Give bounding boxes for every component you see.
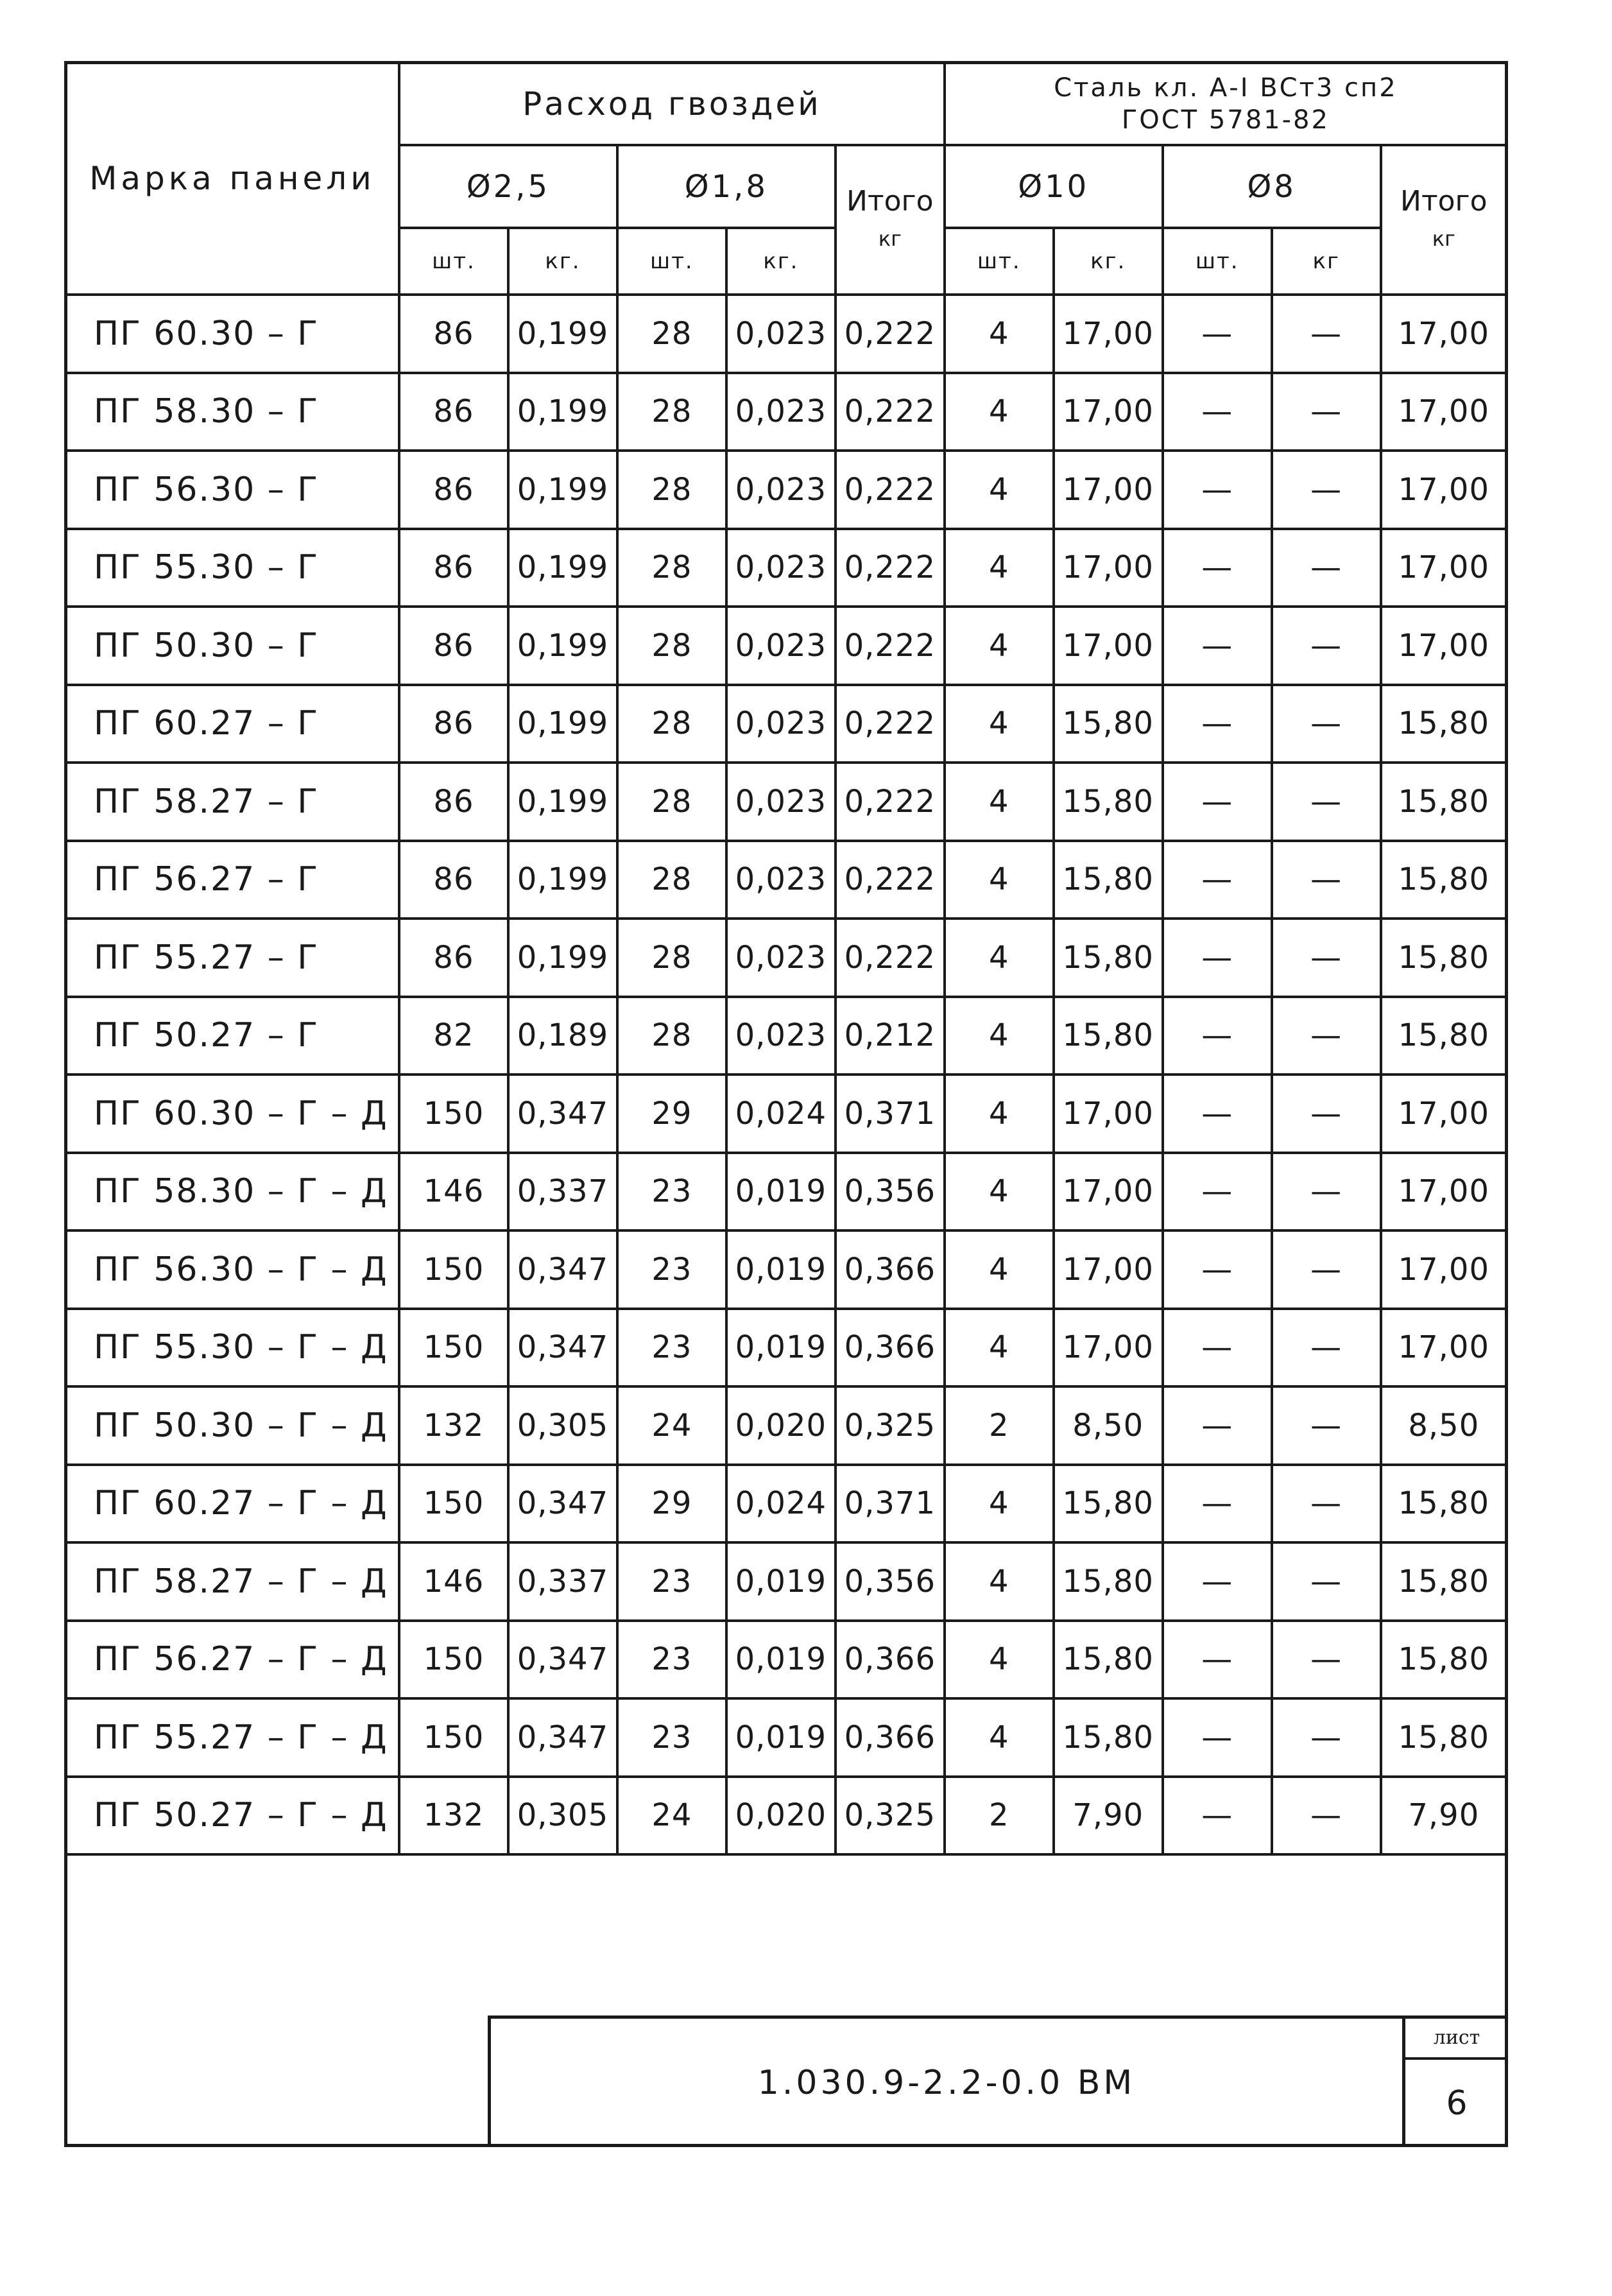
cell-steel-d10-pcs: 4 <box>945 607 1054 685</box>
header-unit-kg: кг. <box>508 228 617 295</box>
cell-steel-d10-pcs: 4 <box>945 1542 1054 1621</box>
cell-steel-d8-pcs: — <box>1163 1621 1272 1699</box>
cell-steel-d8-kg: — <box>1272 1777 1381 1855</box>
table-row <box>65 1309 1507 1387</box>
cell-steel-d10-kg: 15,80 <box>1054 763 1163 841</box>
cell-nails-d18-pcs: 29 <box>617 1075 726 1153</box>
table-header <box>65 62 1507 295</box>
cell-nails-d25-pcs: 150 <box>399 1309 508 1387</box>
cell-nails-d25-kg: 0,199 <box>508 841 617 919</box>
cell-steel-d8-kg: — <box>1272 607 1381 685</box>
cell-nails-d18-kg: 0,023 <box>726 607 836 685</box>
cell-nails-d25-pcs: 150 <box>399 1465 508 1543</box>
header-unit-kg: кг <box>1272 228 1381 295</box>
cell-nails-total-kg: 0,371 <box>836 1465 945 1543</box>
cell-steel-d10-pcs: 2 <box>945 1777 1054 1855</box>
cell-steel-d8-kg: — <box>1272 529 1381 607</box>
cell-nails-total-kg: 0,366 <box>836 1698 945 1777</box>
cell-steel-total-kg: 15,80 <box>1381 1621 1507 1699</box>
cell-steel-d10-pcs: 2 <box>945 1386 1054 1465</box>
cell-panel-mark: ПГ 50.30 – Г – Д <box>65 1386 399 1465</box>
cell-nails-d18-pcs: 29 <box>617 1465 726 1543</box>
cell-steel-d8-kg: — <box>1272 997 1381 1075</box>
cell-steel-d10-pcs: 4 <box>945 1075 1054 1153</box>
cell-steel-d8-pcs: — <box>1163 1230 1272 1309</box>
cell-steel-d10-kg: 17,00 <box>1054 1309 1163 1387</box>
cell-nails-d18-kg: 0,019 <box>726 1621 836 1699</box>
cell-nails-d25-pcs: 150 <box>399 1230 508 1309</box>
cell-steel-total-kg: 15,80 <box>1381 685 1507 763</box>
cell-nails-d25-kg: 0,199 <box>508 919 617 997</box>
header-unit-kg: кг. <box>726 228 836 295</box>
cell-nails-total-kg: 0,222 <box>836 529 945 607</box>
cell-nails-d25-kg: 0,199 <box>508 451 617 529</box>
cell-steel-total-kg: 15,80 <box>1381 1542 1507 1621</box>
table-row <box>65 607 1507 685</box>
table-row <box>65 295 1507 373</box>
table-row <box>65 919 1507 997</box>
cell-steel-total-kg: 17,00 <box>1381 1075 1507 1153</box>
cell-panel-mark: ПГ 50.30 – Г <box>65 607 399 685</box>
cell-steel-d8-pcs: — <box>1163 1075 1272 1153</box>
table-row <box>65 1230 1507 1309</box>
cell-nails-d25-kg: 0,199 <box>508 763 617 841</box>
table-row <box>65 1698 1507 1777</box>
cell-steel-d10-kg: 17,00 <box>1054 529 1163 607</box>
cell-nails-d18-kg: 0,023 <box>726 841 836 919</box>
cell-steel-d10-pcs: 4 <box>945 373 1054 451</box>
cell-nails-d18-pcs: 23 <box>617 1698 726 1777</box>
table-row <box>65 997 1507 1075</box>
cell-steel-d10-kg: 15,80 <box>1054 1621 1163 1699</box>
header-panel-mark <box>65 62 399 295</box>
cell-steel-d10-pcs: 4 <box>945 919 1054 997</box>
cell-steel-d10-kg: 17,00 <box>1054 373 1163 451</box>
cell-nails-d25-kg: 0,199 <box>508 529 617 607</box>
cell-nails-total-kg: 0,222 <box>836 919 945 997</box>
cell-steel-d8-kg: — <box>1272 1621 1381 1699</box>
cell-nails-d18-kg: 0,020 <box>726 1386 836 1465</box>
cell-steel-d10-pcs: 4 <box>945 529 1054 607</box>
cell-steel-d10-kg: 15,80 <box>1054 997 1163 1075</box>
header-unit-pcs: шт. <box>617 228 726 295</box>
cell-nails-d18-kg: 0,020 <box>726 1777 836 1855</box>
cell-nails-d25-pcs: 86 <box>399 763 508 841</box>
header-unit-kg: кг. <box>1054 228 1163 295</box>
cell-nails-total-kg: 0,366 <box>836 1621 945 1699</box>
cell-steel-d8-kg: — <box>1272 1542 1381 1621</box>
cell-nails-d25-kg: 0,347 <box>508 1465 617 1543</box>
cell-nails-d25-pcs: 150 <box>399 1621 508 1699</box>
table-row <box>65 841 1507 919</box>
cell-steel-total-kg: 15,80 <box>1381 919 1507 997</box>
cell-steel-d10-kg: 17,00 <box>1054 1230 1163 1309</box>
cell-steel-d10-pcs: 4 <box>945 997 1054 1075</box>
cell-steel-d8-kg: — <box>1272 1309 1381 1387</box>
cell-steel-d8-kg: — <box>1272 1698 1381 1777</box>
cell-steel-d8-kg: — <box>1272 1465 1381 1543</box>
cell-nails-d18-pcs: 23 <box>617 1621 726 1699</box>
cell-nails-total-kg: 0,325 <box>836 1386 945 1465</box>
cell-nails-total-kg: 0,325 <box>836 1777 945 1855</box>
cell-panel-mark: ПГ 50.27 – Г <box>65 997 399 1075</box>
cell-steel-d10-kg: 15,80 <box>1054 1542 1163 1621</box>
table-row <box>65 1777 1507 1855</box>
sheet-number: 6 <box>1446 2084 1468 2123</box>
cell-nails-d25-pcs: 82 <box>399 997 508 1075</box>
cell-nails-d25-pcs: 86 <box>399 841 508 919</box>
table-body <box>65 295 1507 1854</box>
header-steel-total <box>1381 145 1507 295</box>
cell-nails-d25-kg: 0,347 <box>508 1621 617 1699</box>
cell-panel-mark: ПГ 60.27 – Г <box>65 685 399 763</box>
cell-nails-d18-pcs: 28 <box>617 607 726 685</box>
sheet-label: лист <box>1405 2019 1508 2060</box>
header-dia-8: Ø8 <box>1163 145 1381 228</box>
table-row <box>65 451 1507 529</box>
cell-panel-mark: ПГ 55.27 – Г <box>65 919 399 997</box>
cell-steel-d8-pcs: — <box>1163 685 1272 763</box>
header-unit-pcs: шт. <box>945 228 1054 295</box>
cell-nails-total-kg: 0,222 <box>836 763 945 841</box>
cell-steel-d8-pcs: — <box>1163 1309 1272 1387</box>
cell-panel-mark: ПГ 50.27 – Г – Д <box>65 1777 399 1855</box>
cell-steel-d8-pcs: — <box>1163 607 1272 685</box>
cell-nails-total-kg: 0,366 <box>836 1309 945 1387</box>
cell-nails-d18-pcs: 28 <box>617 451 726 529</box>
header-nail-consumption <box>399 62 945 145</box>
cell-steel-d10-pcs: 4 <box>945 295 1054 373</box>
cell-steel-d10-kg: 17,00 <box>1054 607 1163 685</box>
table-row <box>65 1386 1507 1465</box>
header-nails-total-unit: кг <box>878 226 902 251</box>
table-row <box>65 1542 1507 1621</box>
cell-nails-d18-pcs: 28 <box>617 841 726 919</box>
cell-nails-d25-pcs: 86 <box>399 295 508 373</box>
cell-panel-mark: ПГ 56.27 – Г – Д <box>65 1621 399 1699</box>
table-row <box>65 685 1507 763</box>
cell-steel-total-kg: 17,00 <box>1381 529 1507 607</box>
table-row <box>65 1465 1507 1543</box>
cell-panel-mark: ПГ 58.30 – Г – Д <box>65 1153 399 1231</box>
cell-panel-mark: ПГ 56.27 – Г <box>65 841 399 919</box>
cell-nails-d25-kg: 0,305 <box>508 1386 617 1465</box>
cell-steel-total-kg: 15,80 <box>1381 841 1507 919</box>
cell-nails-d18-pcs: 28 <box>617 685 726 763</box>
cell-panel-mark: ПГ 60.30 – Г – Д <box>65 1075 399 1153</box>
table-row <box>65 1075 1507 1153</box>
cell-nails-d18-kg: 0,023 <box>726 997 836 1075</box>
cell-steel-d8-kg: — <box>1272 295 1381 373</box>
cell-steel-d10-kg: 17,00 <box>1054 295 1163 373</box>
header-steel-total-label: Итого <box>1400 184 1488 218</box>
cell-nails-d18-pcs: 28 <box>617 763 726 841</box>
cell-nails-d18-kg: 0,023 <box>726 919 836 997</box>
cell-steel-d10-kg: 15,80 <box>1054 841 1163 919</box>
cell-panel-mark: ПГ 56.30 – Г – Д <box>65 1230 399 1309</box>
cell-steel-d10-pcs: 4 <box>945 1230 1054 1309</box>
cell-panel-mark: ПГ 58.27 – Г <box>65 763 399 841</box>
cell-nails-total-kg: 0,222 <box>836 373 945 451</box>
cell-steel-total-kg: 15,80 <box>1381 997 1507 1075</box>
cell-panel-mark: ПГ 55.30 – Г – Д <box>65 1309 399 1387</box>
cell-steel-d8-pcs: — <box>1163 295 1272 373</box>
header-nails-total <box>836 145 945 295</box>
cell-nails-d18-kg: 0,023 <box>726 685 836 763</box>
cell-nails-d18-kg: 0,023 <box>726 373 836 451</box>
table-row <box>65 529 1507 607</box>
cell-panel-mark: ПГ 55.30 – Г <box>65 529 399 607</box>
header-nail-consumption-text: Расход гвоздей <box>522 85 821 123</box>
header-steel-total-unit: кг <box>1432 226 1455 251</box>
cell-steel-d10-pcs: 4 <box>945 685 1054 763</box>
header-unit-pcs: шт. <box>1163 228 1272 295</box>
cell-nails-d18-pcs: 24 <box>617 1777 726 1855</box>
cell-nails-total-kg: 0,356 <box>836 1542 945 1621</box>
cell-nails-d18-pcs: 28 <box>617 295 726 373</box>
cell-steel-d8-pcs: — <box>1163 1777 1272 1855</box>
cell-steel-total-kg: 7,90 <box>1381 1777 1507 1855</box>
cell-steel-d10-pcs: 4 <box>945 451 1054 529</box>
cell-nails-d25-pcs: 86 <box>399 685 508 763</box>
cell-nails-d18-pcs: 28 <box>617 529 726 607</box>
cell-steel-d8-kg: — <box>1272 1075 1381 1153</box>
cell-nails-d25-kg: 0,347 <box>508 1230 617 1309</box>
cell-nails-total-kg: 0,366 <box>836 1230 945 1309</box>
cell-steel-d10-kg: 17,00 <box>1054 1153 1163 1231</box>
cell-nails-total-kg: 0,371 <box>836 1075 945 1153</box>
cell-nails-d25-pcs: 150 <box>399 1698 508 1777</box>
cell-nails-d18-pcs: 23 <box>617 1153 726 1231</box>
header-dia-2-5: Ø2,5 <box>399 145 617 228</box>
cell-panel-mark: ПГ 55.27 – Г – Д <box>65 1698 399 1777</box>
header-nails-total-label: Итого <box>846 184 934 218</box>
cell-panel-mark: ПГ 56.30 – Г <box>65 451 399 529</box>
cell-steel-d10-pcs: 4 <box>945 1309 1054 1387</box>
cell-steel-d10-kg: 8,50 <box>1054 1386 1163 1465</box>
cell-nails-d25-kg: 0,347 <box>508 1075 617 1153</box>
cell-nails-d25-kg: 0,199 <box>508 607 617 685</box>
table-row <box>65 1153 1507 1231</box>
cell-nails-d18-pcs: 28 <box>617 919 726 997</box>
cell-steel-d10-pcs: 4 <box>945 763 1054 841</box>
sheet-box <box>1402 2019 1508 2147</box>
cell-steel-total-kg: 15,80 <box>1381 763 1507 841</box>
cell-panel-mark: ПГ 60.27 – Г – Д <box>65 1465 399 1543</box>
cell-panel-mark: ПГ 58.27 – Г – Д <box>65 1542 399 1621</box>
cell-nails-total-kg: 0,212 <box>836 997 945 1075</box>
cell-steel-total-kg: 15,80 <box>1381 1698 1507 1777</box>
cell-nails-d18-kg: 0,019 <box>726 1153 836 1231</box>
cell-steel-d8-kg: — <box>1272 919 1381 997</box>
cell-nails-d18-kg: 0,023 <box>726 295 836 373</box>
cell-nails-total-kg: 0,356 <box>836 1153 945 1231</box>
cell-nails-d25-pcs: 86 <box>399 529 508 607</box>
cell-steel-d10-pcs: 4 <box>945 1465 1054 1543</box>
cell-nails-d25-kg: 0,347 <box>508 1309 617 1387</box>
cell-nails-d25-kg: 0,199 <box>508 295 617 373</box>
cell-steel-d8-pcs: — <box>1163 1465 1272 1543</box>
cell-steel-d8-pcs: — <box>1163 1542 1272 1621</box>
cell-panel-mark: ПГ 60.30 – Г <box>65 295 399 373</box>
cell-steel-d8-pcs: — <box>1163 1698 1272 1777</box>
cell-nails-total-kg: 0,222 <box>836 685 945 763</box>
cell-nails-d25-kg: 0,189 <box>508 997 617 1075</box>
cell-steel-d8-kg: — <box>1272 1386 1381 1465</box>
cell-nails-d18-kg: 0,019 <box>726 1542 836 1621</box>
cell-nails-total-kg: 0,222 <box>836 295 945 373</box>
cell-steel-d8-pcs: — <box>1163 373 1272 451</box>
cell-nails-d18-pcs: 28 <box>617 997 726 1075</box>
cell-steel-d10-kg: 17,00 <box>1054 451 1163 529</box>
cell-nails-d25-kg: 0,199 <box>508 685 617 763</box>
cell-nails-d25-pcs: 86 <box>399 919 508 997</box>
cell-nails-d25-pcs: 146 <box>399 1153 508 1231</box>
table-row <box>65 1621 1507 1699</box>
cell-nails-d18-pcs: 23 <box>617 1542 726 1621</box>
cell-nails-d25-pcs: 146 <box>399 1542 508 1621</box>
title-block <box>488 2015 1508 2147</box>
cell-steel-d10-pcs: 4 <box>945 1153 1054 1231</box>
cell-steel-total-kg: 15,80 <box>1381 1465 1507 1543</box>
cell-nails-d25-pcs: 132 <box>399 1386 508 1465</box>
cell-steel-d8-pcs: — <box>1163 1153 1272 1231</box>
cell-nails-d18-kg: 0,019 <box>726 1698 836 1777</box>
header-panel-mark-text: Марка панели <box>89 160 375 197</box>
cell-steel-d10-pcs: 4 <box>945 1698 1054 1777</box>
cell-steel-d10-kg: 15,80 <box>1054 1465 1163 1543</box>
cell-nails-d18-kg: 0,019 <box>726 1230 836 1309</box>
cell-steel-d8-pcs: — <box>1163 1386 1272 1465</box>
cell-nails-d18-pcs: 23 <box>617 1230 726 1309</box>
cell-steel-d8-kg: — <box>1272 373 1381 451</box>
cell-steel-total-kg: 17,00 <box>1381 1153 1507 1231</box>
cell-steel-total-kg: 17,00 <box>1381 451 1507 529</box>
cell-nails-d25-kg: 0,199 <box>508 373 617 451</box>
table-row <box>65 373 1507 451</box>
cell-steel-d8-kg: — <box>1272 1230 1381 1309</box>
cell-steel-d8-kg: — <box>1272 841 1381 919</box>
cell-steel-total-kg: 17,00 <box>1381 1309 1507 1387</box>
cell-steel-d8-kg: — <box>1272 763 1381 841</box>
cell-nails-d18-kg: 0,023 <box>726 763 836 841</box>
cell-nails-d25-kg: 0,347 <box>508 1698 617 1777</box>
cell-steel-d8-pcs: — <box>1163 919 1272 997</box>
cell-nails-d18-kg: 0,023 <box>726 451 836 529</box>
cell-nails-d25-pcs: 150 <box>399 1075 508 1153</box>
cell-steel-d10-kg: 7,90 <box>1054 1777 1163 1855</box>
cell-steel-d8-kg: — <box>1272 1153 1381 1231</box>
cell-nails-d25-pcs: 132 <box>399 1777 508 1855</box>
material-consumption-table <box>64 61 1508 1856</box>
header-dia-1-8: Ø1,8 <box>617 145 836 228</box>
header-steel-class <box>945 62 1507 145</box>
cell-steel-d8-pcs: — <box>1163 451 1272 529</box>
cell-nails-d25-kg: 0,337 <box>508 1542 617 1621</box>
header-unit-pcs: шт. <box>399 228 508 295</box>
cell-steel-d10-kg: 17,00 <box>1054 1075 1163 1153</box>
cell-nails-d18-kg: 0,024 <box>726 1075 836 1153</box>
cell-nails-d18-pcs: 28 <box>617 373 726 451</box>
cell-nails-d18-kg: 0,023 <box>726 529 836 607</box>
cell-nails-total-kg: 0,222 <box>836 841 945 919</box>
cell-steel-total-kg: 17,00 <box>1381 373 1507 451</box>
header-dia-10: Ø10 <box>945 145 1163 228</box>
cell-steel-d8-pcs: — <box>1163 841 1272 919</box>
cell-steel-d8-pcs: — <box>1163 763 1272 841</box>
cell-steel-d10-pcs: 4 <box>945 1621 1054 1699</box>
cell-panel-mark: ПГ 58.30 – Г <box>65 373 399 451</box>
cell-nails-total-kg: 0,222 <box>836 607 945 685</box>
cell-nails-d25-kg: 0,337 <box>508 1153 617 1231</box>
cell-steel-total-kg: 17,00 <box>1381 1230 1507 1309</box>
cell-nails-d25-pcs: 86 <box>399 373 508 451</box>
header-steel-line2: ГОСТ 5781-82 <box>1121 105 1330 135</box>
cell-steel-d8-kg: — <box>1272 685 1381 763</box>
table-row <box>65 763 1507 841</box>
cell-steel-d8-kg: — <box>1272 451 1381 529</box>
cell-steel-total-kg: 17,00 <box>1381 295 1507 373</box>
cell-nails-d18-pcs: 23 <box>617 1309 726 1387</box>
cell-steel-total-kg: 17,00 <box>1381 607 1507 685</box>
cell-nails-d18-kg: 0,019 <box>726 1309 836 1387</box>
cell-nails-total-kg: 0,222 <box>836 451 945 529</box>
document-code: 1.030.9-2.2-0.0 ВМ <box>757 2064 1136 2102</box>
cell-nails-d25-kg: 0,305 <box>508 1777 617 1855</box>
cell-nails-d18-pcs: 24 <box>617 1386 726 1465</box>
cell-steel-d10-kg: 15,80 <box>1054 919 1163 997</box>
cell-nails-d18-kg: 0,024 <box>726 1465 836 1543</box>
cell-nails-d25-pcs: 86 <box>399 451 508 529</box>
cell-steel-d8-pcs: — <box>1163 529 1272 607</box>
cell-steel-d8-pcs: — <box>1163 997 1272 1075</box>
cell-steel-total-kg: 8,50 <box>1381 1386 1507 1465</box>
cell-steel-d10-kg: 15,80 <box>1054 1698 1163 1777</box>
cell-steel-d10-pcs: 4 <box>945 841 1054 919</box>
cell-steel-d10-kg: 15,80 <box>1054 685 1163 763</box>
cell-nails-d25-pcs: 86 <box>399 607 508 685</box>
header-steel-line1: Сталь кл. А-I ВСт3 сп2 <box>1054 73 1398 103</box>
